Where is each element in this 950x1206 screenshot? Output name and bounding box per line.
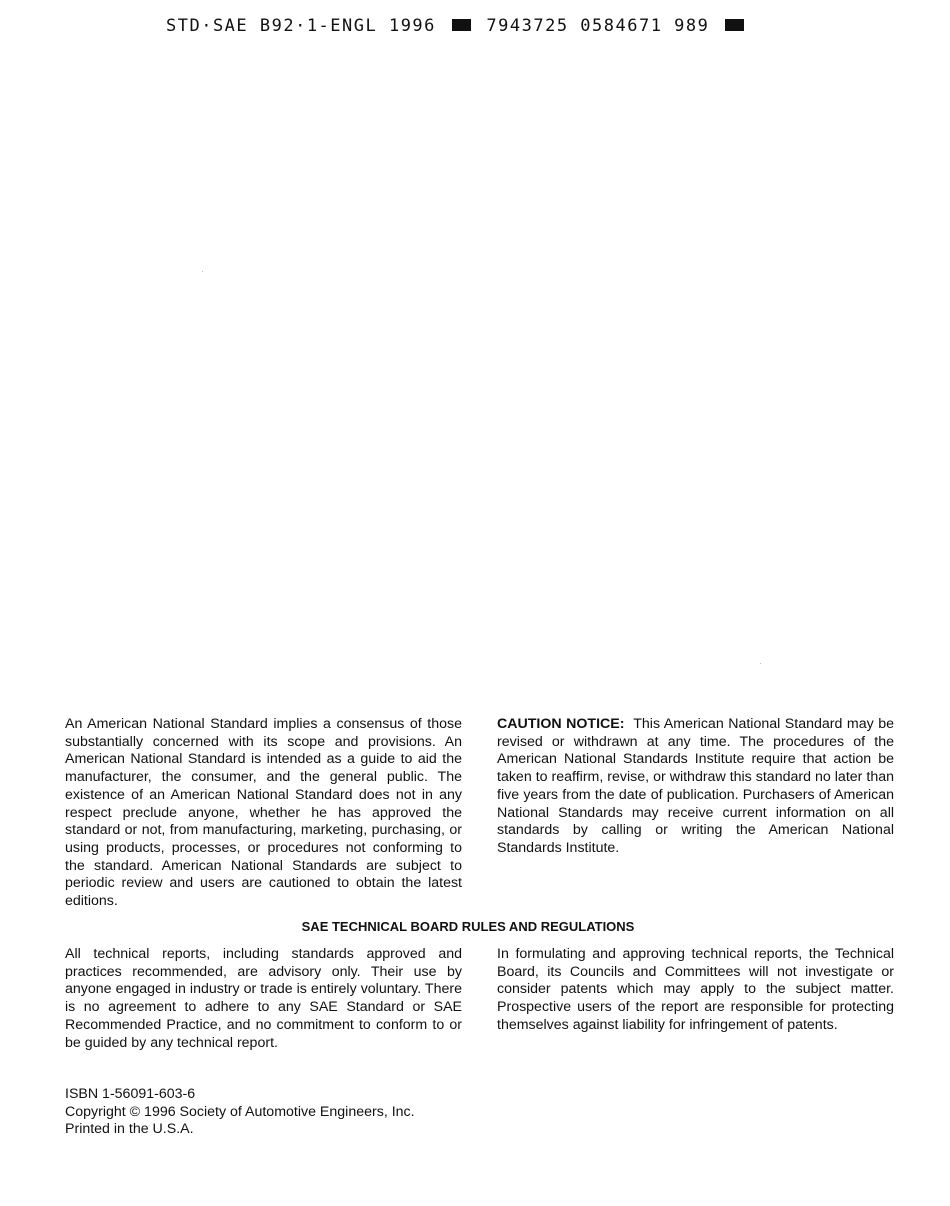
scan-speck	[760, 663, 761, 664]
barcode-block-mark	[725, 19, 744, 31]
scan-speck	[202, 271, 203, 272]
rules-patents-text: In formulating and approving technical reports, the Technical Board, its Councils and Committees will not investigate or consider patents which may apply to the subject matter. Prospective users of the report are responsible for protecting themselves against liability for infringement of patents.	[497, 946, 894, 1033]
document-code-header	[166, 16, 748, 36]
caution-notice-column	[497, 716, 894, 858]
rules-right-column	[497, 946, 894, 1035]
rules-section-title: SAE TECHNICAL BOARD RULES AND REGULATIONS	[301, 919, 635, 934]
standard-code: STD·SAE B92·1-ENGL 1996	[166, 16, 436, 36]
rules-left-column	[65, 946, 462, 1052]
catalog-number: 7943725 0584671 989	[486, 16, 710, 36]
barcode-block-mark	[452, 19, 471, 31]
publication-info	[65, 1086, 415, 1139]
isbn: ISBN 1-56091-603-6	[65, 1086, 196, 1102]
caution-notice-label: CAUTION NOTICE:	[497, 716, 625, 732]
ansi-notice-text: An American National Standard implies a consensus of those substantially concerned with its scope and provisions. An American National Standard is intended as a guide to aid the manufacturer, the consumer, and the general public. The existence of an American National Standard does not in any respect preclude anyone, whether he has approved the standard or not, from manufacturing, marketing, purchasing, or using products, processes, or procedures not conforming to the standard. American National Standards are subject to periodic review and users are cautioned to obtain the latest editions.	[65, 716, 462, 910]
ansi-notice-column	[65, 716, 462, 911]
caution-notice-text: This American National Standard may be revised or withdrawn at any time. The procedures of the American National Standards Institute require that action be taken to reaffirm, revise, or withdraw this standard no later than five years from the date of publication. Purchasers of American National Standards may receive current information on all standards by calling or writing the American National Standards Institute.	[497, 716, 894, 856]
caution-notice	[497, 716, 894, 858]
rules-advisory-text: All technical reports, including standards approved and practices recommended, are advisory only. Their use by anyone engaged in industry or trade is entirely voluntary. There is no agreement to adhere to any SAE Standard or SAE Recommended Practice, and no commitment to conform to or be guided by any technical report.	[65, 946, 462, 1051]
printed-location: Printed in the U.S.A.	[65, 1121, 194, 1138]
copyright: Copyright © 1996 Society of Automotive Engineers, Inc.	[65, 1103, 415, 1120]
